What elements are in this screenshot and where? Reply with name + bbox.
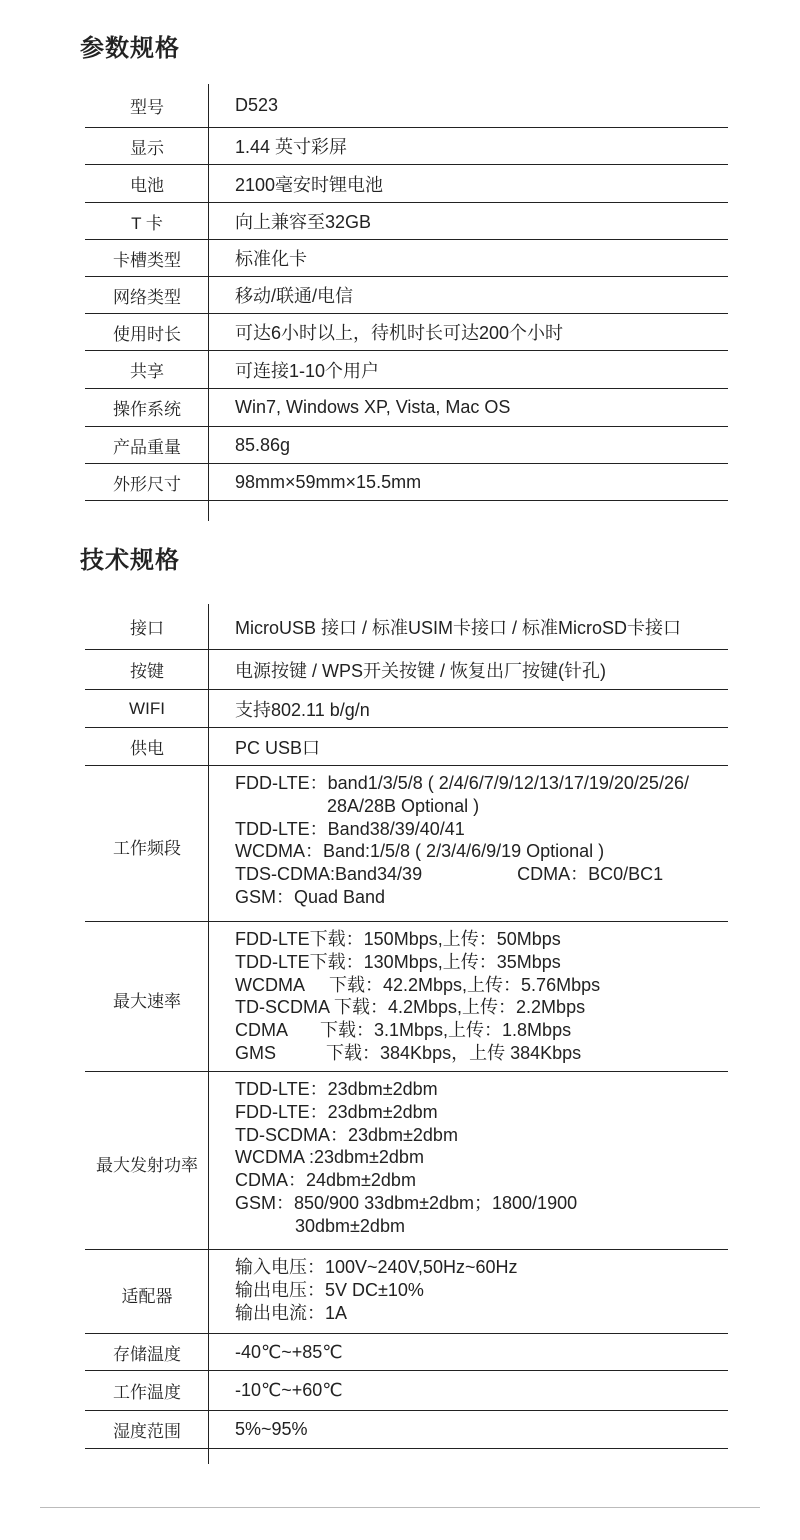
basic-specs-title: 参数规格 [80,35,180,62]
spec-row-frequency-bands [85,766,728,922]
spec-value: 电源按键 / WPS开关按键 / 恢复出厂按键(针孔) [235,660,606,681]
rate-standard: GMS [235,1042,277,1063]
rate-line [235,1019,600,1042]
spec-value: 1.44 英寸彩屏 [235,137,348,157]
spec-row-slot-type [85,240,728,277]
spec-row-adapter [85,1250,728,1334]
basic-spec-table [85,84,728,501]
spec-row-tf-card [85,203,728,240]
band-line: GSM：Quad Band [235,886,386,907]
rate-standard: CDMA [235,1020,288,1041]
rate-value: 下载：3.1Mbps,上传：1.8Mbps [320,1020,572,1041]
spec-value: 向上兼容至32GB [235,212,372,232]
band-tds: TDS-CDMA:Band34/39 [235,864,423,885]
spec-value: 2100毫安时锂电池 [235,174,384,195]
spec-key: 湿度范围 [113,1422,181,1441]
band-line: WCDMA：Band:1/5/8 ( 2/3/4/6/9/19 Optional ) [235,841,605,862]
adapter-line: 输出电压：5V DC±10% [235,1279,424,1300]
rate-line: TDD-LTE下载：130Mbps,上传：35Mbps [235,951,561,972]
spec-row-battery [85,165,728,203]
tech-spec-table [85,604,728,1449]
spec-value: 85.86g [235,434,291,455]
tx-line: TD-SCDMA：23dbm±2dbm [235,1124,458,1145]
spec-key: 电池 [130,176,164,195]
rate-line [235,974,600,997]
spec-value: PC USB口 [235,737,321,758]
rate-standard: WCDMA [235,974,305,995]
spec-row-wifi [85,690,728,728]
spec-key: 最大速率 [113,992,181,1011]
spec-key: 外形尺寸 [113,474,181,494]
spec-key: 卡槽类型 [113,250,181,270]
band-line: FDD-LTE：band1/3/5/8 ( 2/4/6/7/9/12/13/17/19/20/25/26/ [235,773,689,793]
tx-line: CDMA：24dbm±2dbm [235,1170,416,1191]
spec-row-model [85,84,728,128]
spec-row-work-temp [85,1371,728,1411]
tx-line: GSM：850/900 33dbm±2dbm；1800/1900 [235,1192,578,1213]
spec-value: 可达6小时以上，待机时长可达200个小时 [235,323,564,343]
spec-row-os [85,389,728,427]
spec-value [209,1078,577,1238]
spec-value: 98mm×59mm×15.5mm [235,471,422,492]
spec-row-max-tx-power [85,1072,728,1250]
rate-line: FDD-LTE下载：150Mbps,上传：50Mbps [235,929,561,949]
rate-line: TD-SCDMA 下载：4.2Mbps,上传：2.2Mbps [235,997,586,1018]
spec-key: 供电 [130,739,164,758]
spec-row-usage-time [85,314,728,351]
spec-key: T 卡 [131,213,163,233]
spec-key: 存储温度 [113,1344,181,1364]
spec-key: 共享 [130,362,164,381]
tx-line: TDD-LTE：23dbm±2dbm [235,1079,438,1099]
spec-row-interface [85,604,728,650]
tx-line: 30dbm±2dbm [295,1215,405,1236]
band-line: TDD-LTE：Band38/39/40/41 [235,818,465,839]
spec-row-weight [85,427,728,464]
spec-row-humidity [85,1411,728,1449]
spec-key: 使用时长 [113,324,181,344]
spec-row-storage-temp [85,1334,728,1371]
spec-value: 5%~95% [235,1419,308,1439]
spec-row-power-supply [85,728,728,766]
column-divider [208,604,209,1464]
column-divider [208,84,209,521]
spec-value: Win7, Windows XP, Vista, Mac OS [235,397,511,417]
adapter-line: 输出电流：1A [235,1302,348,1323]
band-cdma: CDMA：BC0/BC1 [517,864,664,885]
spec-value: 标准化卡 [235,249,307,269]
band-line [235,863,689,886]
spec-value: -10℃~+60℃ [235,1380,343,1400]
spec-key: 型号 [130,98,164,117]
band-line: 28A/28B Optional ) [327,795,480,816]
spec-key: WIFI [129,698,165,718]
spec-key: 产品重量 [113,437,181,457]
spec-key: 适配器 [121,1287,173,1306]
spec-value: 移动/联通/电信 [235,286,354,306]
footer-divider [40,1507,760,1508]
spec-value: MicroUSB 接口 / 标准USIM卡接口 / 标准MicroSD卡接口 [235,617,682,638]
spec-key: 显示 [130,138,164,158]
spec-row-dimensions [85,464,728,501]
spec-row-max-rate [85,922,728,1072]
adapter-line: 输入电压：100V~240V,50Hz~60Hz [235,1257,518,1277]
tx-line: FDD-LTE：23dbm±2dbm [235,1101,438,1122]
spec-row-buttons [85,650,728,690]
tx-line: WCDMA :23dbm±2dbm [235,1147,424,1168]
rate-value: 下载：42.2Mbps,上传：5.76Mbps [329,974,601,995]
spec-key: 工作温度 [113,1383,181,1402]
spec-value [209,772,689,909]
spec-key: 按键 [130,662,164,681]
spec-key: 工作频段 [113,839,181,858]
spec-key: 接口 [130,619,164,638]
spec-value: 支持802.11 b/g/n [235,699,370,720]
spec-key: 最大发射功率 [96,1156,198,1175]
spec-value [209,928,600,1065]
spec-row-display [85,128,728,165]
spec-key: 操作系统 [113,400,181,419]
rate-line [235,1042,600,1065]
spec-row-sharing [85,351,728,389]
spec-value: -40℃~+85℃ [235,1341,343,1362]
spec-row-network [85,277,728,314]
rate-value: 下载：384Kbps，上传 384Kbps [326,1042,582,1063]
tech-specs-title: 技术规格 [80,547,180,574]
spec-value: 可连接1-10个用户 [235,360,380,381]
spec-value: D523 [235,95,279,115]
spec-value [209,1256,518,1324]
spec-key: 网络类型 [113,287,181,307]
